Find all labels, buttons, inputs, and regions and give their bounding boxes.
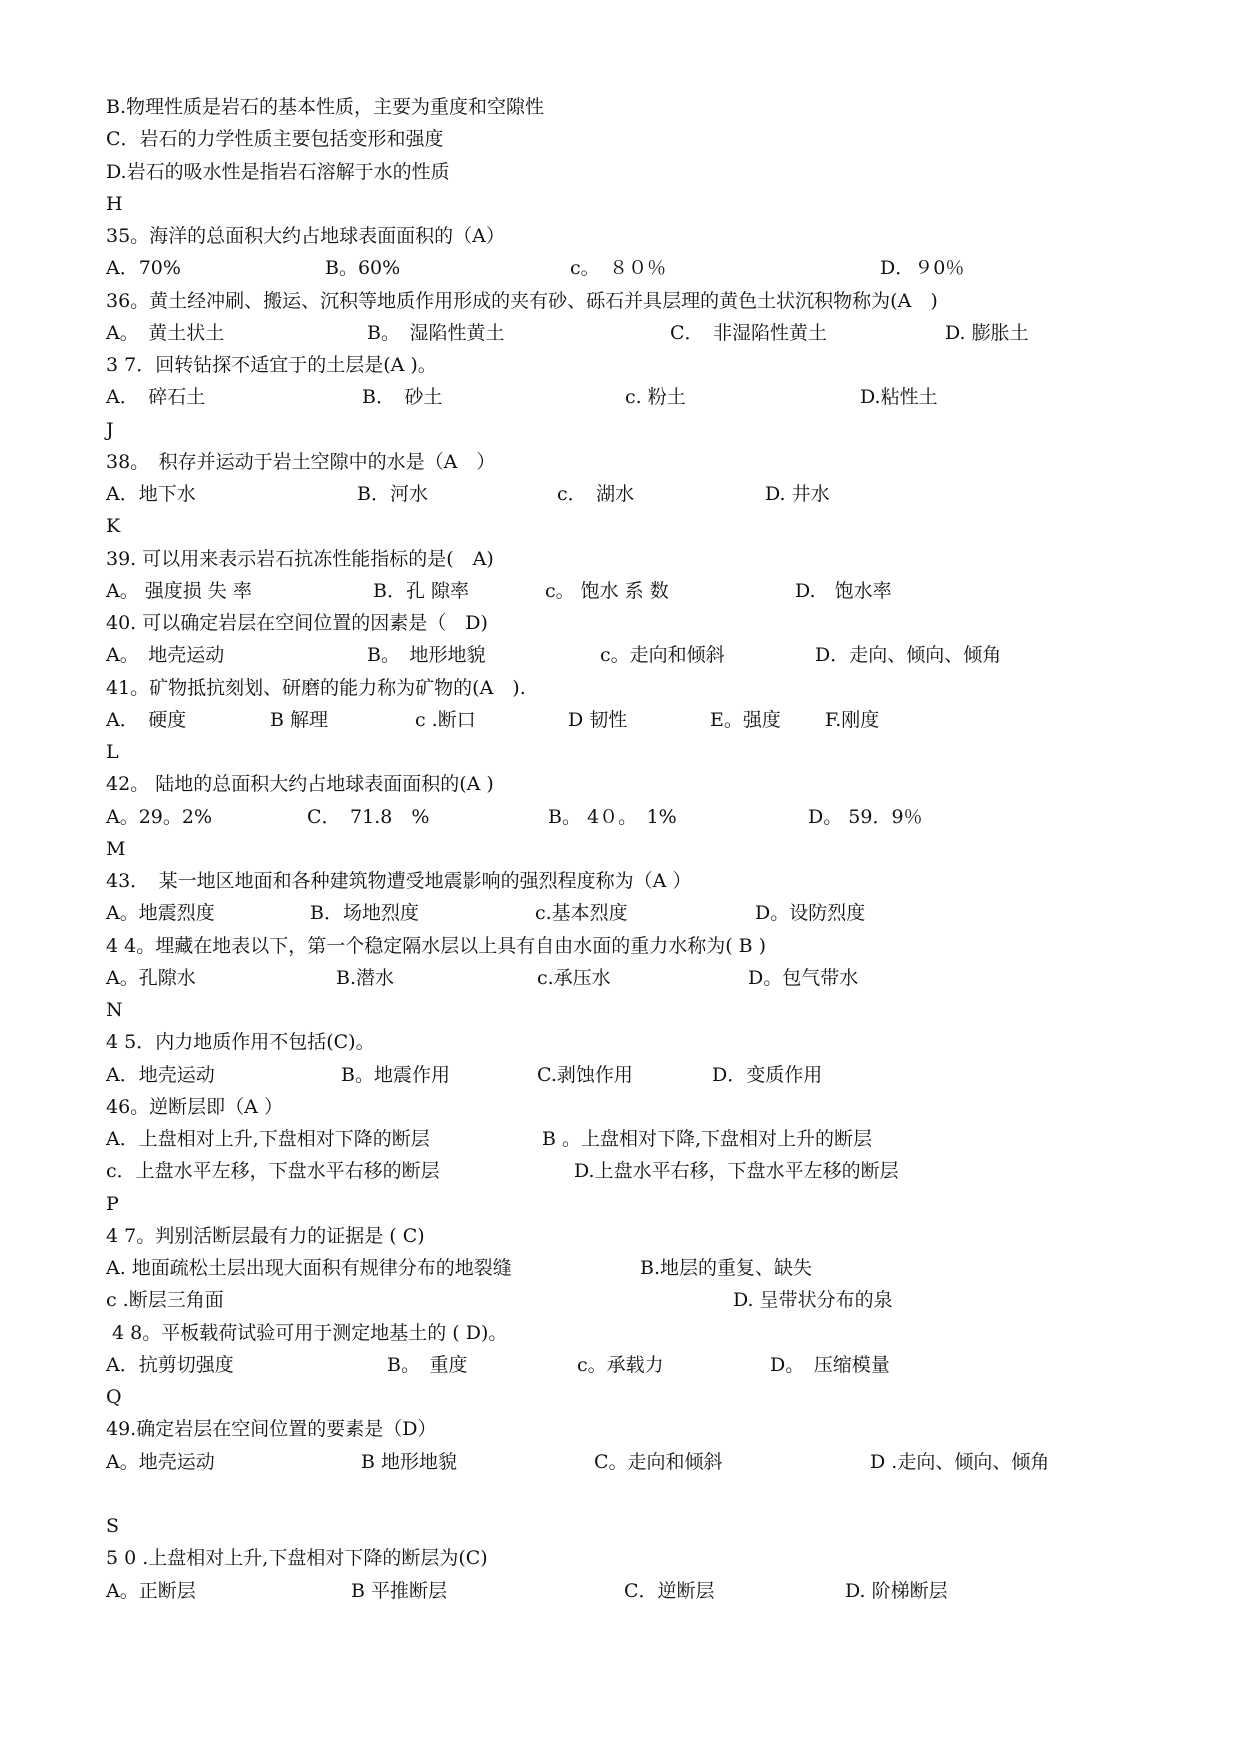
answer-option: A． 硬度 <box>106 708 187 731</box>
answer-option: B。 地形地貌 <box>367 644 486 667</box>
answer-option: A．地壳运动 <box>106 1063 215 1086</box>
answer-option: D. 阶梯断层 <box>845 1579 948 1602</box>
answer-option: A。 黄土状土 <box>106 321 225 344</box>
answer-option: D．走向、倾向、倾角 <box>815 644 1002 667</box>
answer-option: c.基本烈度 <box>535 902 628 925</box>
answer-option: B．孔 隙率 <box>373 579 470 602</box>
answer-option: B 平推断层 <box>351 1579 448 1602</box>
options-row <box>0 1123 1241 1155</box>
answer-option: A．抗剪切强度 <box>106 1353 234 1376</box>
answer-option: c。 ８０％ <box>570 257 667 280</box>
section-letter <box>106 1188 119 1220</box>
options-row <box>0 897 1241 929</box>
question-text <box>106 543 494 575</box>
answer-option: B． 砂土 <box>362 386 443 409</box>
answer-option: D。 压缩模量 <box>770 1353 890 1376</box>
question-text <box>106 285 938 317</box>
answer-option: A．上盘相对上升,下盘相对下降的断层 <box>106 1128 430 1150</box>
answer-option: c．上盘水平左移，下盘水平右移的断层 <box>106 1160 440 1183</box>
line-text: 43． 某一地区地面和各种建筑物遭受地震影响的强烈程度称为（A ） <box>106 870 692 892</box>
answer-option: A． 碎石土 <box>106 386 206 409</box>
answer-option: D.上盘水平右移，下盘水平左移的断层 <box>574 1160 899 1183</box>
answer-option: D．９0％ <box>880 257 965 280</box>
answer-option: c。 饱水 系 数 <box>545 579 669 602</box>
answer-option: D．变质作用 <box>712 1063 823 1086</box>
line-text: C．岩石的力学性质主要包括变形和强度 <box>106 128 444 151</box>
answer-option: B。 湿陷性黄土 <box>367 321 505 344</box>
answer-option: A．70% <box>106 257 181 280</box>
answer-option: D.粘性土 <box>860 386 938 409</box>
answer-option: D。设防烈度 <box>755 902 866 925</box>
line-text: 36。黄土经冲刷、搬运、沉积等地质作用形成的夹有砂、砾石并具层理的黄色土状沉积物称为(A ) <box>106 289 938 312</box>
answer-option: C． 非湿陷性黄土 <box>670 321 828 344</box>
options-row <box>0 381 1241 413</box>
question-text <box>106 865 691 897</box>
question-text <box>106 123 444 155</box>
question-text <box>106 91 544 123</box>
answer-option: A．地下水 <box>106 483 196 505</box>
options-row <box>0 575 1241 607</box>
line-text: 4 7。判别活断层最有力的证据是 ( C) <box>106 1224 425 1247</box>
answer-option: C． 71.8 % <box>307 805 430 828</box>
answer-option: A。29。2% <box>106 805 213 828</box>
options-row <box>0 1252 1241 1284</box>
line-text: J <box>106 418 114 441</box>
options-row <box>0 317 1241 349</box>
options-row <box>0 1155 1241 1187</box>
answer-option: c. 粉土 <box>625 386 686 409</box>
question-text <box>106 1026 375 1058</box>
question-text <box>106 1542 488 1574</box>
options-row <box>0 801 1241 833</box>
question-text <box>106 156 450 188</box>
line-text: 4 8。平板载荷试验可用于测定地基土的 ( D)。 <box>106 1321 508 1344</box>
answer-option: A。地震烈度 <box>106 902 215 925</box>
section-letter <box>106 994 123 1026</box>
question-text <box>106 349 437 381</box>
line-text: 46。逆断层即（A ） <box>106 1095 283 1118</box>
answer-option: C。走向和倾斜 <box>594 1450 723 1473</box>
section-letter <box>106 1381 122 1413</box>
options-row <box>0 1059 1241 1091</box>
question-text <box>106 1220 425 1252</box>
answer-option: D 韧性 <box>568 708 628 731</box>
answer-option: C．逆断层 <box>624 1579 715 1602</box>
question-text <box>106 1317 507 1349</box>
options-row <box>0 639 1241 671</box>
line-text: L <box>106 741 119 763</box>
line-text: S <box>106 1515 120 1537</box>
answer-option: D. 饱水率 <box>795 579 892 602</box>
answer-option: B 解理 <box>270 708 329 731</box>
answer-option: c。承载力 <box>577 1353 664 1376</box>
answer-option: c .断层三角面 <box>106 1289 224 1312</box>
line-text: M <box>106 837 126 860</box>
line-text: 5 0 .上盘相对上升,下盘相对下降的断层为(C) <box>106 1547 488 1570</box>
line-text: D.岩石的吸水性是指岩石溶解于水的性质 <box>106 160 450 183</box>
answer-option: A。 地壳运动 <box>106 644 225 667</box>
line-text: 42。 陆地的总面积大约占地球表面面积的(A ) <box>106 773 494 796</box>
question-text <box>106 1091 283 1123</box>
answer-option: c.承压水 <box>537 966 611 989</box>
answer-option: c .断口 <box>415 708 476 731</box>
answer-option: B。 重度 <box>387 1353 468 1376</box>
question-text <box>106 220 505 252</box>
answer-option: c。走向和倾斜 <box>600 644 725 667</box>
answer-option: c． 湖水 <box>557 483 635 505</box>
options-row <box>0 1284 1241 1316</box>
answer-option: D。 59．9％ <box>808 805 923 828</box>
question-text <box>106 1413 436 1445</box>
line-text: 41。矿物抵抗刻划、研磨的能力称为矿物的(A ). <box>106 676 526 699</box>
answer-option: D .走向、倾向、倾角 <box>870 1450 1050 1473</box>
answer-option: A。孔隙水 <box>106 966 196 989</box>
answer-option: D. 井水 <box>765 483 830 505</box>
answer-option: B．河水 <box>357 483 428 505</box>
answer-option: D。包气带水 <box>748 966 859 989</box>
answer-option: C.剥蚀作用 <box>537 1063 633 1086</box>
line-text: 40. 可以确定岩层在空间位置的因素是（ D) <box>106 612 488 634</box>
answer-option: B.地层的重复、缺失 <box>640 1257 813 1279</box>
answer-option: D. 膨胀土 <box>945 321 1029 344</box>
line-text: 49.确定岩层在空间位置的要素是（D） <box>106 1418 437 1441</box>
question-text <box>106 768 494 800</box>
line-text: 4 5．内力地质作用不包括(C)。 <box>106 1031 375 1054</box>
answer-option: B。 4０。 1% <box>548 805 677 828</box>
options-row <box>0 1446 1241 1478</box>
line-text: 38。 积存并运动于岩土空隙中的水是（A ） <box>106 450 496 473</box>
options-row <box>0 478 1241 510</box>
section-letter <box>106 736 119 768</box>
question-text <box>106 672 526 704</box>
section-letter <box>106 510 120 542</box>
answer-option: B.潜水 <box>336 966 395 989</box>
line-text: N <box>106 999 123 1021</box>
options-row <box>0 252 1241 284</box>
options-row <box>0 1575 1241 1607</box>
section-letter <box>106 1510 119 1542</box>
question-text <box>106 446 495 478</box>
answer-option: B。地震作用 <box>341 1063 450 1086</box>
line-text: 39. 可以用来表示岩石抗冻性能指标的是( A) <box>106 547 494 570</box>
options-row <box>0 704 1241 736</box>
line-text: H <box>106 192 123 215</box>
line-text: K <box>106 515 121 538</box>
answer-option: B 地形地貌 <box>361 1450 458 1473</box>
answer-option: E。强度 <box>710 708 781 731</box>
options-row <box>0 1349 1241 1381</box>
answer-option: B 。上盘相对下降,下盘相对上升的断层 <box>542 1128 873 1150</box>
answer-option: A. 地面疏松土层出现大面积有规律分布的地裂缝 <box>106 1257 512 1279</box>
line-text: B.物理性质是岩石的基本性质，主要为重度和空隙性 <box>106 96 545 118</box>
section-letter <box>106 188 123 220</box>
section-letter <box>106 414 114 446</box>
question-text <box>106 607 488 639</box>
line-text: 4 4。埋藏在地表以下，第一个稳定隔水层以上具有自由水面的重力水称为( B ) <box>106 934 767 957</box>
line-text: 3 7．回转钻探不适宜于的土层是(A )。 <box>106 354 437 376</box>
answer-option: A。正断层 <box>106 1579 196 1602</box>
answer-option: B。60% <box>325 257 401 280</box>
question-text <box>106 930 766 962</box>
section-letter <box>106 833 125 865</box>
answer-option: D. 呈带状分布的泉 <box>733 1289 893 1312</box>
answer-option: B．场地烈度 <box>310 902 419 925</box>
line-text: 35。海洋的总面积大约占地球表面面积的（A） <box>106 225 505 247</box>
options-row <box>0 962 1241 994</box>
line-text: P <box>106 1192 119 1215</box>
answer-option: A。地壳运动 <box>106 1450 215 1473</box>
answer-option: F.刚度 <box>825 708 880 731</box>
line-text: Q <box>106 1386 122 1408</box>
answer-option: A。 强度损 失 率 <box>106 579 252 602</box>
